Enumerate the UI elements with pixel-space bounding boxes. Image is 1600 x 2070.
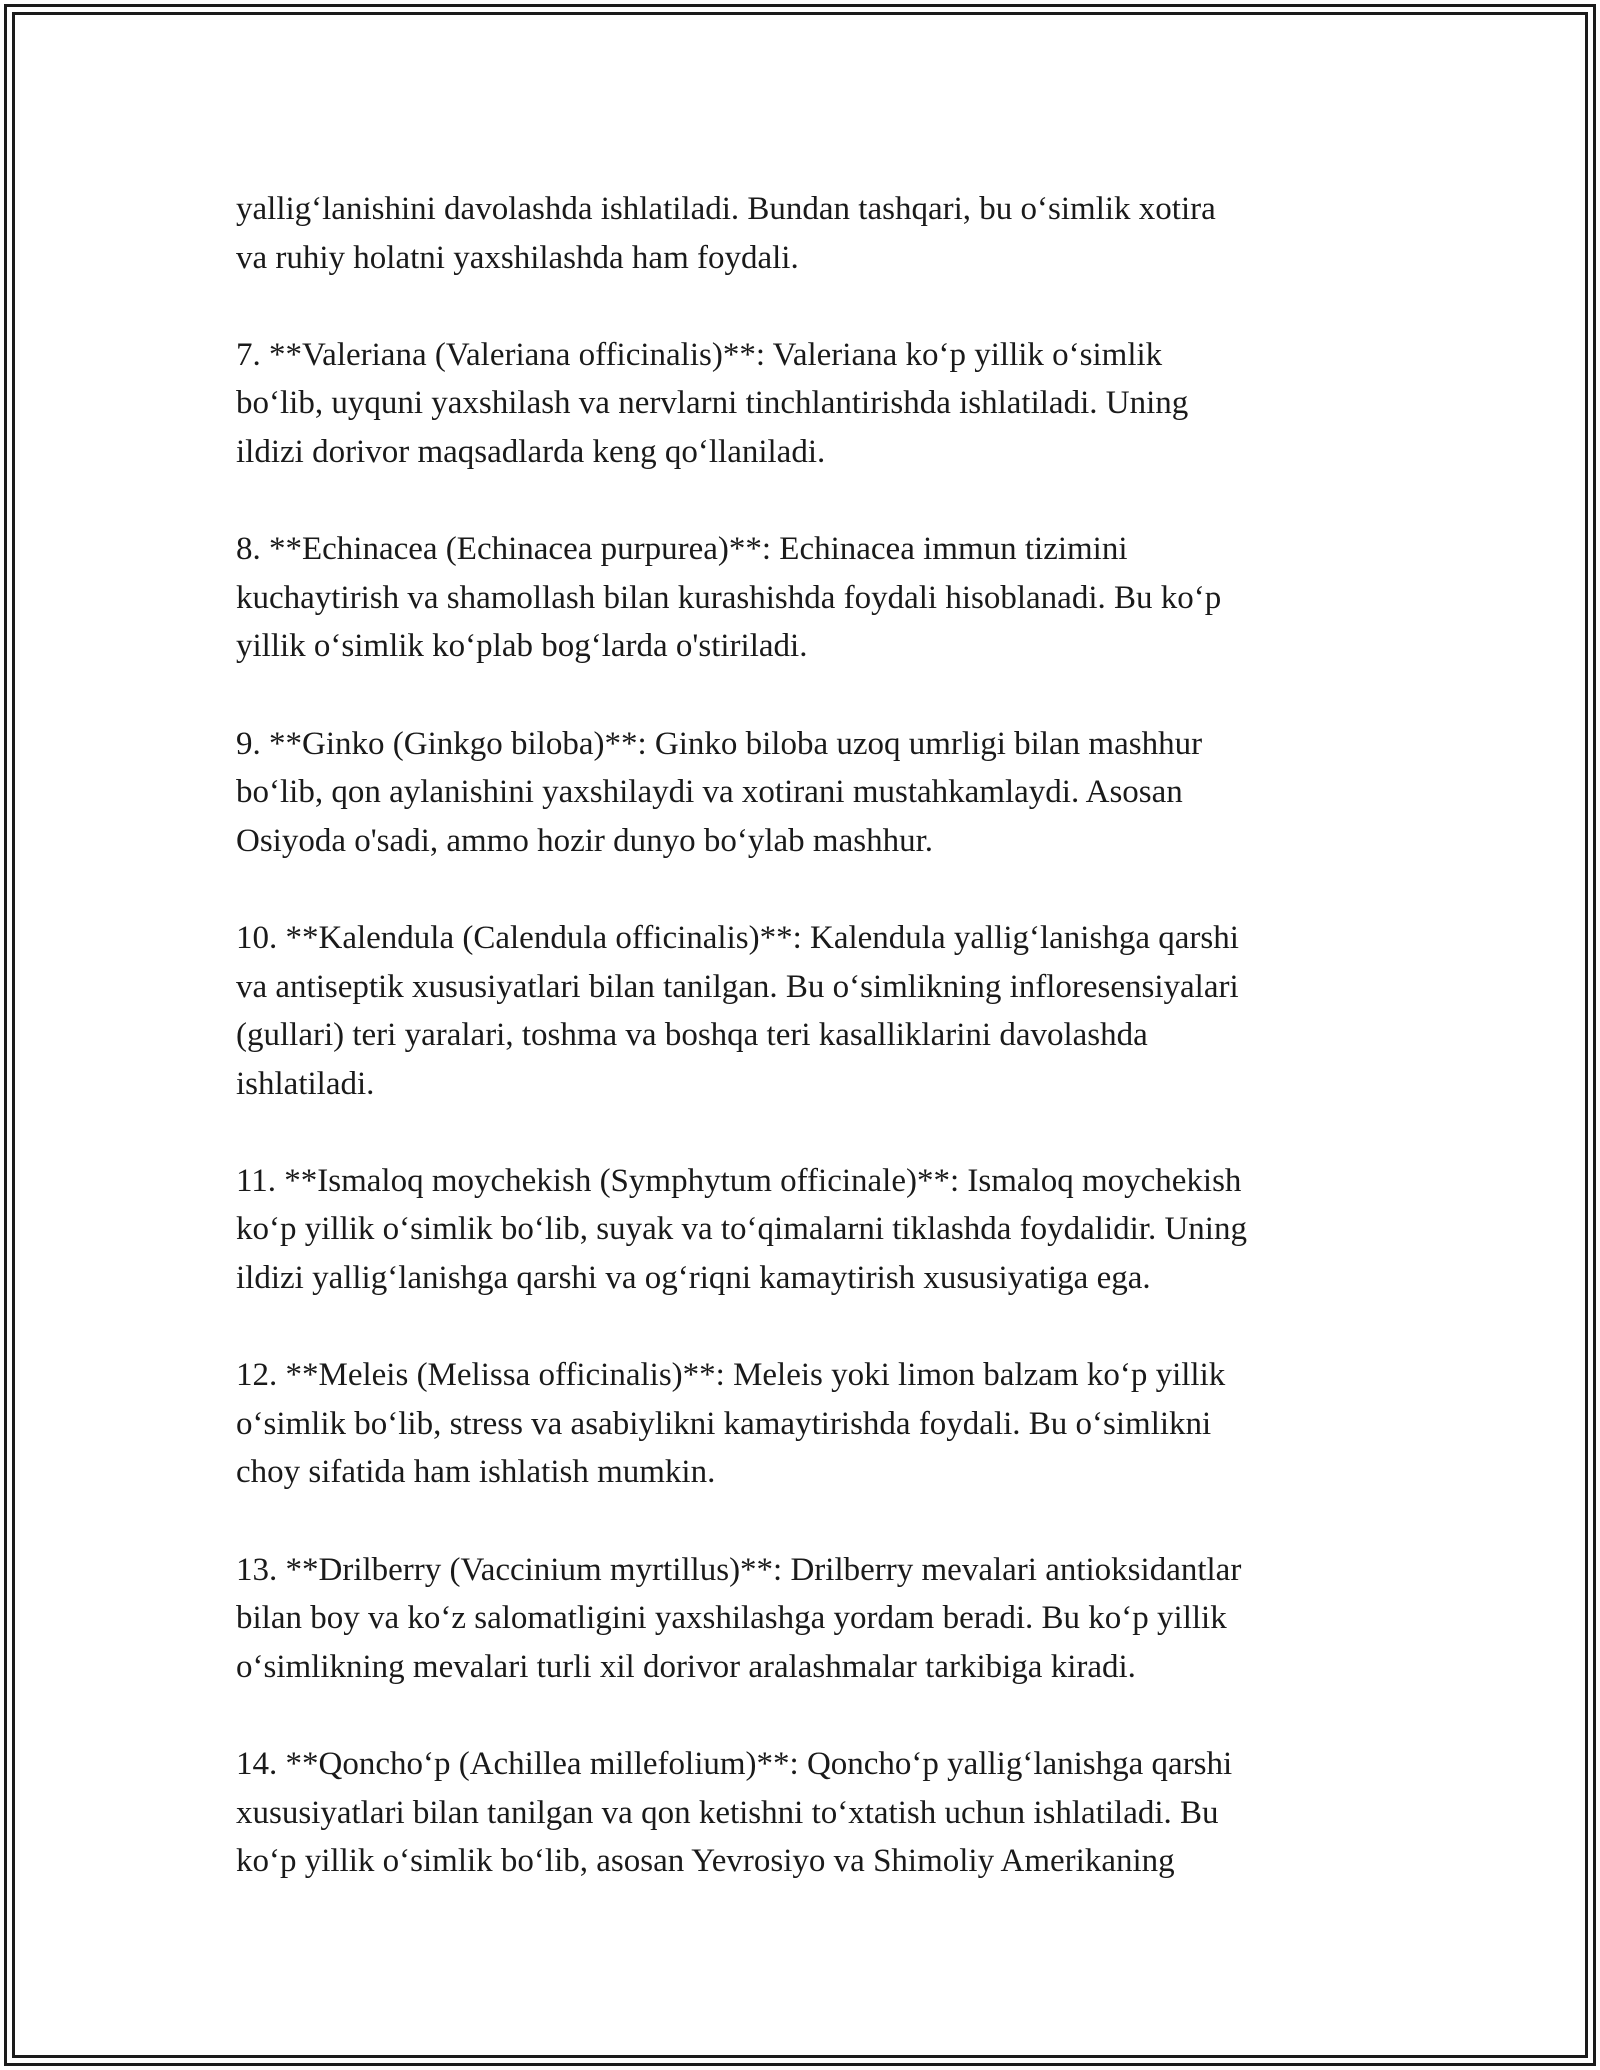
text-line: 8. **Echinacea (Echinacea purpurea)**: Echinacea immun tizimini bbox=[236, 531, 1128, 568]
paragraph-item-12 bbox=[236, 1351, 1376, 1497]
text-line: va ruhiy holatni yaxshilashda ham foydali. bbox=[236, 239, 799, 276]
text-line: o‘simlik bo‘lib, stress va asabiylikni kamaytirishda foydali. Bu o‘simlikni bbox=[236, 1405, 1212, 1442]
text-line: ko‘p yillik o‘simlik bo‘lib, suyak va to‘qimalarni tiklashda foydalidir. Uning bbox=[236, 1211, 1247, 1248]
paragraph-item-9 bbox=[236, 720, 1376, 866]
text-line: choy sifatida ham ishlatish mumkin. bbox=[236, 1454, 716, 1491]
text-line: o‘simlikning mevalari turli xil dorivor aralashmalar tarkibiga kiradi. bbox=[236, 1648, 1136, 1685]
text-line: yallig‘lanishini davolashda ishlatiladi. Bundan tashqari, bu o‘simlik xotira bbox=[236, 191, 1216, 227]
text-line: ishlatiladi. bbox=[236, 1065, 375, 1102]
text-line: 11. **Ismaloq moychekish (Symphytum officinale)**: Ismaloq moychekish bbox=[236, 1162, 1242, 1199]
text-line: 7. **Valeriana (Valeriana officinalis)**: Valeriana ko‘p yillik o‘simlik bbox=[236, 336, 1163, 373]
text-line: va antiseptik xususiyatlari bilan tanilgan. Bu o‘simlikning infloresensiyalari bbox=[236, 968, 1239, 1005]
text-line: 9. **Ginko (Ginkgo biloba)**: Ginko biloba uzoq umrligi bilan mashhur bbox=[236, 725, 1203, 762]
text-line: ildizi yallig‘lanishga qarshi va og‘riqni kamaytirish xususiyatiga ega. bbox=[236, 1260, 1151, 1297]
text-line: xususiyatlari bilan tanilgan va qon ketishni to‘xtatish uchun ishlatiladi. Bu bbox=[236, 1794, 1219, 1831]
text-line: bo‘lib, qon aylanishini yaxshilaydi va xotirani mustahkamlaydi. Asosan bbox=[236, 774, 1183, 811]
document-body bbox=[236, 185, 1376, 1886]
paragraph-item-13 bbox=[236, 1546, 1376, 1692]
text-line: ko‘p yillik o‘simlik bo‘lib, asosan Yevrosiyo va Shimoliy Amerikaning bbox=[236, 1843, 1175, 1880]
text-line: bo‘lib, uyquni yaxshilash va nervlarni tinchlantirishda ishlatiladi. Uning bbox=[236, 385, 1189, 422]
text-line: yillik o‘simlik ko‘plab bog‘larda o'stiriladi. bbox=[236, 628, 808, 665]
text-line: 14. **Qoncho‘p (Achillea millefolium)**: Qoncho‘p yallig‘lanishga qarshi bbox=[236, 1746, 1233, 1782]
text-line: 13. **Drilberry (Vaccinium myrtillus)**: Drilberry mevalari antioksidantlar bbox=[236, 1551, 1242, 1588]
paragraph-item-8 bbox=[236, 525, 1376, 671]
paragraph-item-14 bbox=[236, 1740, 1376, 1886]
text-line: Osiyoda o'sadi, ammo hozir dunyo bo‘ylab mashhur. bbox=[236, 822, 934, 859]
paragraph-item-10 bbox=[236, 914, 1376, 1108]
paragraph-item-11 bbox=[236, 1157, 1376, 1303]
text-line: (gullari) teri yaralari, toshma va boshqa teri kasalliklarini davolashda bbox=[236, 1017, 1148, 1054]
text-line: 12. **Meleis (Melissa officinalis)**: Meleis yoki limon balzam ko‘p yillik bbox=[236, 1357, 1226, 1394]
text-line: bilan boy va ko‘z salomatligini yaxshilashga yordam beradi. Bu ko‘p yillik bbox=[236, 1600, 1227, 1637]
text-line: 10. **Kalendula (Calendula officinalis)**: Kalendula yallig‘lanishga qarshi bbox=[236, 919, 1239, 956]
paragraph-continuation bbox=[236, 185, 1376, 282]
paragraph-item-7 bbox=[236, 331, 1376, 477]
text-line: kuchaytirish va shamollash bilan kurashishda foydali hisoblanadi. Bu ko‘p bbox=[236, 579, 1222, 616]
text-line: ildizi dorivor maqsadlarda keng qo‘llaniladi. bbox=[236, 433, 826, 470]
